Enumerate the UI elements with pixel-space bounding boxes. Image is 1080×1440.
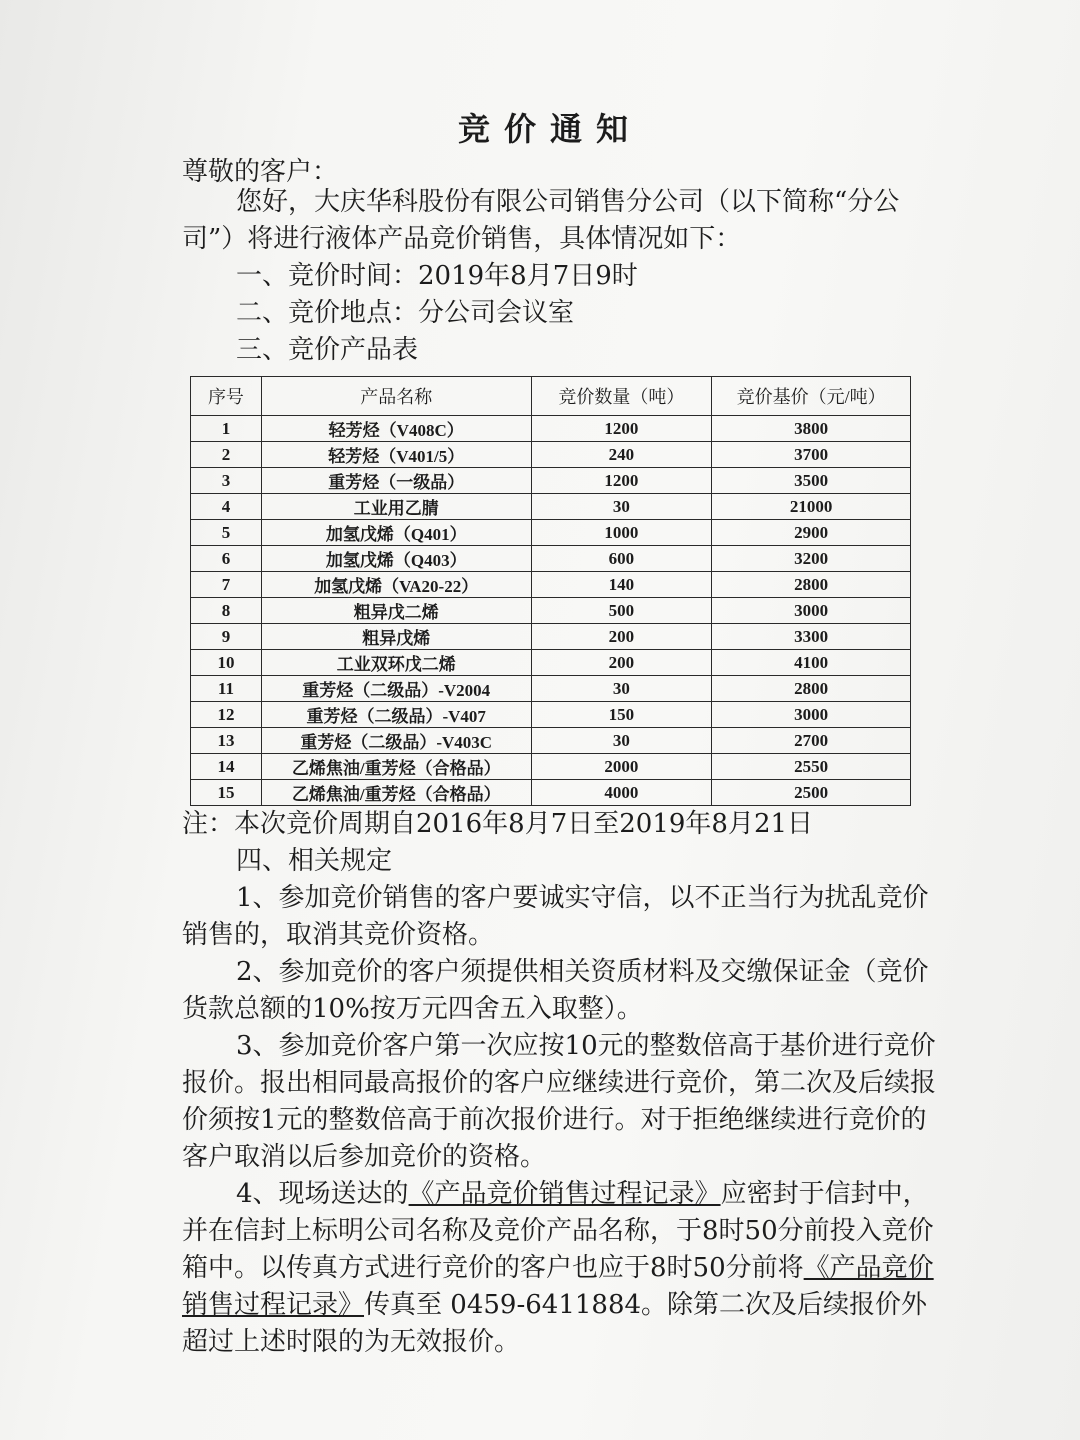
cell-index: 14 xyxy=(191,754,262,780)
cell-product-name: 加氢戊烯（Q403） xyxy=(261,546,531,572)
cell-base-price: 2800 xyxy=(712,572,911,598)
record-form-title-2: 《产品竞价销售过程记录》 xyxy=(182,1253,934,1320)
cell-index: 6 xyxy=(191,546,262,572)
cell-index: 13 xyxy=(191,728,262,754)
rule-1: 1、参加竞价销售的客户要诚实守信，以不正当行为扰乱竞价销售的，取消其竞价资格。 xyxy=(182,883,929,950)
cell-quantity: 200 xyxy=(531,650,712,676)
cell-quantity: 1000 xyxy=(531,520,712,546)
cell-product-name: 工业双环戊二烯 xyxy=(261,650,531,676)
cell-product-name: 重芳烃（一级品） xyxy=(261,468,531,494)
cell-quantity: 150 xyxy=(531,702,712,728)
cell-quantity: 1200 xyxy=(531,468,712,494)
cell-index: 7 xyxy=(191,572,262,598)
cell-base-price: 3500 xyxy=(712,468,911,494)
table-row xyxy=(191,702,911,728)
cell-product-name: 重芳烃（二级品）-V407 xyxy=(261,702,531,728)
cell-quantity: 240 xyxy=(531,442,712,468)
cell-base-price: 2900 xyxy=(712,520,911,546)
cell-base-price: 3200 xyxy=(712,546,911,572)
cell-quantity: 1200 xyxy=(531,416,712,442)
bid-location: 二、竞价地点：分公司会议室 xyxy=(236,298,575,328)
cell-quantity: 140 xyxy=(531,572,712,598)
cell-product-name: 加氢戊烯（Q401） xyxy=(261,520,531,546)
cell-quantity: 4000 xyxy=(531,780,712,806)
cell-index: 10 xyxy=(191,650,262,676)
table-row xyxy=(191,780,911,806)
cell-index: 8 xyxy=(191,598,262,624)
record-form-title: 《产品竞价销售过程记录》 xyxy=(408,1179,721,1209)
intro-paragraph: 您好，大庆华科股份有限公司销售分公司（以下简称“分公司”）将进行液体产品竞价销售，具体情况如下： xyxy=(182,187,900,254)
rule-4-part-3: 传真至 0459-6411884。除第二次及后续报价外超过上述时限的为无效报价。 xyxy=(182,1290,928,1357)
table-row xyxy=(191,650,911,676)
greeting: 尊敬的客户： xyxy=(182,157,339,187)
cell-base-price: 2700 xyxy=(712,728,911,754)
cell-index: 15 xyxy=(191,780,262,806)
table-row xyxy=(191,468,911,494)
cell-index: 2 xyxy=(191,442,262,468)
cell-product-name: 粗异戊二烯 xyxy=(261,598,531,624)
cell-product-name: 重芳烃（二级品）-V403C xyxy=(261,728,531,754)
rule-4 xyxy=(182,1176,937,1361)
bid-time: 一、竞价时间：2019年8月7日9时 xyxy=(236,261,638,291)
cell-product-name: 乙烯焦油/重芳烃（合格品） xyxy=(261,780,531,806)
cell-base-price: 2550 xyxy=(712,754,911,780)
table-row xyxy=(191,520,911,546)
header-index: 序号 xyxy=(191,377,262,416)
cell-base-price: 2500 xyxy=(712,780,911,806)
rule-2: 2、参加竞价的客户须提供相关资质材料及交缴保证金（竞价货款总额的10%按万元四舍五入取整）。 xyxy=(182,957,929,1024)
cell-quantity: 600 xyxy=(531,546,712,572)
header-base-price: 竞价基价（元/吨） xyxy=(712,377,911,416)
cell-index: 12 xyxy=(191,702,262,728)
cell-base-price: 21000 xyxy=(712,494,911,520)
cell-base-price: 3300 xyxy=(712,624,911,650)
table-row xyxy=(191,416,911,442)
table-row xyxy=(191,572,911,598)
bid-period-note: 注：本次竞价周期自2016年8月7日至2019年8月21日 xyxy=(182,809,814,839)
cell-quantity: 30 xyxy=(531,728,712,754)
cell-product-name: 加氢戊烯（VA20-22） xyxy=(261,572,531,598)
cell-index: 5 xyxy=(191,520,262,546)
header-quantity: 竞价数量（吨） xyxy=(531,377,712,416)
product-table xyxy=(190,376,911,806)
rule-4-part-1: 4、现场送达的 xyxy=(236,1179,409,1209)
cell-product-name: 重芳烃（二级品）-V2004 xyxy=(261,676,531,702)
cell-index: 11 xyxy=(191,676,262,702)
cell-product-name: 粗异戊烯 xyxy=(261,624,531,650)
table-header-row xyxy=(191,377,911,416)
table-row xyxy=(191,754,911,780)
cell-product-name: 轻芳烃（V408C） xyxy=(261,416,531,442)
rules-heading: 四、相关规定 xyxy=(236,846,393,876)
cell-index: 9 xyxy=(191,624,262,650)
product-table-heading: 三、竞价产品表 xyxy=(236,335,419,365)
cell-index: 4 xyxy=(191,494,262,520)
cell-index: 3 xyxy=(191,468,262,494)
cell-base-price: 4100 xyxy=(712,650,911,676)
table-row xyxy=(191,442,911,468)
cell-index: 1 xyxy=(191,416,262,442)
rule-4-part-2: 应密封于信封中，并在信封上标明公司名称及竞价产品名称，于8时50分前投入竞价箱中。以传真方式进行竞价的客户也应于8时50分前将 xyxy=(182,1179,934,1283)
cell-base-price: 3700 xyxy=(712,442,911,468)
table-row xyxy=(191,624,911,650)
cell-quantity: 500 xyxy=(531,598,712,624)
table-row xyxy=(191,728,911,754)
table-row xyxy=(191,494,911,520)
cell-quantity: 2000 xyxy=(531,754,712,780)
cell-base-price: 3000 xyxy=(712,598,911,624)
cell-quantity: 30 xyxy=(531,494,712,520)
cell-quantity: 200 xyxy=(531,624,712,650)
cell-base-price: 3800 xyxy=(712,416,911,442)
table-row xyxy=(191,546,911,572)
table-row xyxy=(191,598,911,624)
cell-quantity: 30 xyxy=(531,676,712,702)
header-product-name: 产品名称 xyxy=(261,377,531,416)
document-title: 竞价通知 xyxy=(457,110,642,148)
cell-base-price: 3000 xyxy=(712,702,911,728)
table-row xyxy=(191,676,911,702)
rule-3: 3、参加竞价客户第一次应按10元的整数倍高于基价进行竞价报价。报出相同最高报价的客户应继续进行竞价，第二次及后续报价须按1元的整数倍高于前次报价进行。对于拒绝继续进行竞价的客户取消以后参加竞价的资格。 xyxy=(182,1031,937,1172)
cell-product-name: 乙烯焦油/重芳烃（合格品） xyxy=(261,754,531,780)
cell-base-price: 2800 xyxy=(712,676,911,702)
cell-product-name: 轻芳烃（V401/5） xyxy=(261,442,531,468)
cell-product-name: 工业用乙腈 xyxy=(261,494,531,520)
